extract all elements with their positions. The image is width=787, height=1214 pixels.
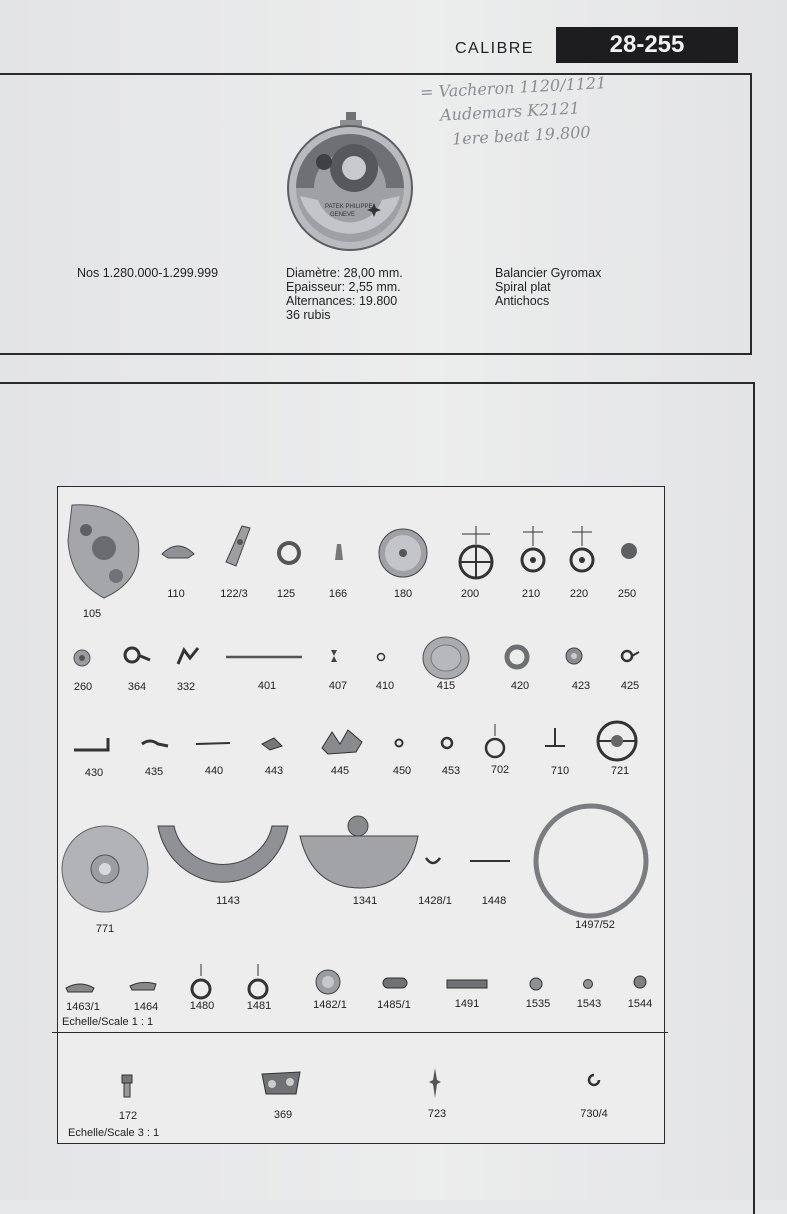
part-label: 440	[204, 765, 224, 777]
part-407	[330, 650, 338, 662]
part-label: 401	[257, 680, 277, 692]
part-425	[618, 648, 640, 664]
part-label: 172	[118, 1110, 138, 1122]
part-332	[176, 646, 200, 666]
scale-divider	[52, 1032, 668, 1033]
part-1464	[128, 978, 158, 992]
part-label: 110	[167, 588, 185, 600]
spec-hairspring: Spiral plat	[495, 280, 551, 294]
spec-shock: Antichocs	[495, 294, 550, 308]
serial-numbers: Nos 1.280.000-1.299.999	[77, 266, 219, 280]
part-label: 423	[571, 680, 591, 692]
calibre-number: 28-255	[556, 27, 738, 63]
part-label: 450	[392, 765, 412, 777]
part-label: 771	[95, 923, 115, 935]
part-label: 435	[144, 766, 164, 778]
part-label: 1143	[216, 895, 240, 907]
part-260	[72, 648, 92, 668]
part-423	[564, 646, 584, 666]
part-710	[542, 726, 568, 752]
part-label: 1535	[525, 998, 551, 1010]
part-364	[122, 646, 152, 666]
part-label: 180	[393, 588, 413, 600]
part-250	[620, 542, 638, 560]
part-label: 1482/1	[313, 999, 347, 1011]
part-label: 1491	[454, 998, 480, 1010]
part-110	[160, 538, 196, 560]
part-166	[334, 544, 344, 560]
scale-label-1-1: Echelle/Scale 1 : 1	[62, 1016, 154, 1028]
part-730-4	[586, 1072, 602, 1088]
handwritten-note-3: 1ere beat 19.800	[451, 122, 592, 149]
dimensions-specs	[286, 266, 403, 322]
part-label: 105	[82, 608, 102, 620]
part-label: 220	[569, 588, 589, 600]
part-label: 210	[521, 588, 541, 600]
part-1544	[632, 974, 648, 990]
part-1485-1	[382, 976, 408, 990]
part-702	[482, 722, 508, 760]
part-122-3	[222, 524, 252, 568]
part-label: 1428/1	[418, 895, 452, 907]
handwritten-note-2: Audemars K2121	[439, 98, 581, 125]
part-1341-rotor	[298, 814, 420, 890]
part-label: 1464	[133, 1001, 159, 1013]
part-label: 1544	[627, 998, 653, 1010]
part-401-stem	[226, 652, 304, 662]
part-1491	[446, 978, 488, 990]
part-label: 445	[330, 765, 350, 777]
spec-balance: Balancier Gyromax	[495, 266, 602, 280]
part-label: 166	[328, 588, 348, 600]
part-443	[260, 736, 284, 752]
part-1497-52-ring	[532, 802, 650, 920]
part-label: 1480	[189, 1000, 215, 1012]
part-220-wheel	[568, 524, 596, 574]
spec-frequency: Alternances: 19.800	[286, 294, 398, 308]
part-label: 710	[550, 765, 570, 777]
part-label: 1448	[481, 895, 507, 907]
part-1143-weight	[156, 824, 290, 896]
part-label: 730/4	[580, 1108, 608, 1120]
part-label: 407	[328, 680, 348, 692]
part-label: 125	[276, 588, 296, 600]
part-430	[72, 736, 112, 752]
part-label: 250	[617, 588, 637, 600]
handwritten-note-1: = Vacheron 1120/1121	[419, 73, 607, 102]
part-label: 1341	[352, 895, 378, 907]
part-415-balance	[422, 636, 470, 680]
part-label: 1543	[576, 998, 602, 1010]
part-210-wheel	[519, 524, 547, 574]
part-label: 1481	[246, 1000, 272, 1012]
part-440	[196, 740, 232, 748]
part-125	[276, 540, 302, 566]
part-label: 721	[610, 765, 630, 777]
part-369	[260, 1068, 302, 1096]
part-label: 1463/1	[66, 1001, 100, 1013]
part-label: 410	[375, 680, 395, 692]
part-723	[428, 1068, 442, 1098]
part-1535	[528, 976, 544, 992]
part-450	[394, 738, 404, 748]
part-445	[318, 722, 366, 756]
part-label: 1485/1	[377, 999, 411, 1011]
part-721-balance	[594, 718, 640, 764]
spec-diameter: Diamètre: 28,00 mm.	[286, 266, 403, 280]
part-1481-wheel	[245, 962, 271, 1002]
part-label: 260	[73, 681, 93, 693]
scale-label-3-1: Echelle/Scale 3 : 1	[68, 1127, 160, 1139]
spec-jewels: 36 rubis	[286, 308, 331, 322]
part-label: 723	[427, 1108, 447, 1120]
calibre-label: CALIBRE	[455, 40, 534, 57]
part-label: 1497/52	[575, 919, 615, 931]
part-1480-wheel	[188, 962, 214, 1002]
engraving-line2: GENEVE	[330, 212, 356, 218]
regulation-specs	[495, 266, 601, 308]
part-200-wheel	[456, 524, 496, 580]
part-180-barrel	[378, 528, 428, 578]
part-label: 453	[441, 765, 461, 777]
part-1463-1	[64, 980, 96, 994]
part-label: 430	[84, 767, 104, 779]
part-label: 332	[176, 681, 196, 693]
part-label: 443	[264, 765, 284, 777]
part-420	[504, 644, 530, 670]
part-1428-1	[424, 856, 442, 866]
part-1448	[470, 858, 512, 864]
part-label: 425	[620, 680, 640, 692]
part-105-mainplate	[64, 500, 144, 600]
part-label: 420	[510, 680, 530, 692]
part-label: 200	[460, 588, 480, 600]
part-1543	[582, 978, 594, 990]
part-1482-1	[314, 968, 342, 996]
part-label: 364	[127, 681, 147, 693]
part-label: 122/3	[220, 588, 248, 600]
part-410	[376, 652, 386, 662]
part-771	[60, 824, 150, 914]
spec-thickness: Epaisseur: 2,55 mm.	[286, 280, 401, 294]
part-435	[140, 738, 170, 750]
movement-photo	[282, 110, 418, 250]
engraving-line1: PATEK PHILIPPE	[325, 204, 373, 210]
part-172	[120, 1074, 134, 1098]
part-453	[440, 736, 454, 750]
part-label: 415	[436, 680, 456, 692]
part-label: 702	[490, 764, 510, 776]
part-label: 369	[273, 1109, 293, 1121]
